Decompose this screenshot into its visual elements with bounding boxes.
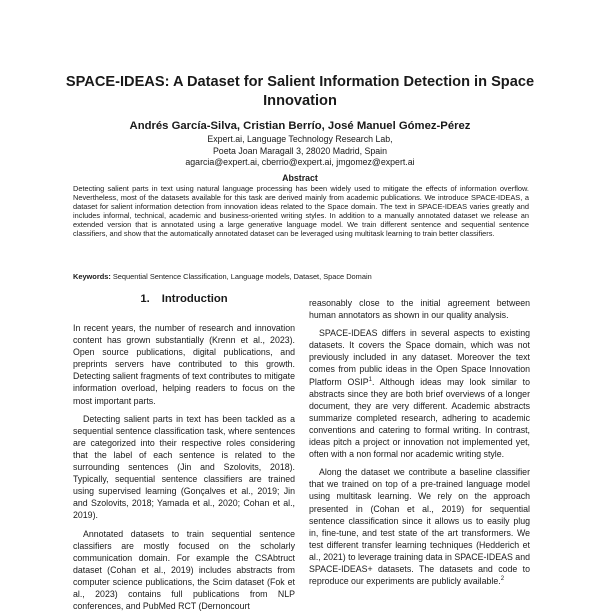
paper-title: SPACE-IDEAS: A Dataset for Salient Information Detection in Space Innovation (60, 73, 540, 111)
affiliation-line: Expert.ai, Language Technology Research Lab, (60, 134, 540, 146)
body-paragraph: Detecting salient parts in text has been tackled as a sequential sentence classification task, where sentences are categorized into their respective roles considering that the label of each sentence is related to the surrounding sentences (Jin and Szolovits, 2018). Typically, sequential sentence classifiers are trained using supervised learning (Gonçalves et al., 2019; Jin and Szolovits, 2018; Yamada et al., 2020; Cohan et al., 2019). (73, 413, 295, 522)
paragraph-text: . Although ideas may look similar to abstracts since they are both brief overviews of a longer document, they are very different. Academic abstracts summarize completed research, adhering to academic conventions and catering to formal writing. In contrast, ideas pitch a project or innovation not implemented yet, often with a non formal nor academic writing style. (309, 377, 530, 460)
section-heading (73, 292, 295, 306)
keywords-label: Keywords: (73, 272, 111, 281)
section-number: 1. (140, 293, 149, 305)
paragraph-text: Along the dataset we contribute a baseline classifier that we trained on top of a pre-trained language model using multitask learning. We rely on the approach presented in (Cohan et al., 2019) for sequential sentence classification since it allows us to easily plug in, fine-tune, and test state of the art transformers. We test different transfer learning techniques (Hedderich et al., 2021) to leverage training data in SPACE-IDEAS and SPACE-IDEAS+ datasets. The datasets and code to reproduce our experiments are publicly available. (309, 467, 530, 586)
footnote-marker: 2 (501, 576, 504, 582)
section-title: Introduction (162, 293, 228, 305)
body-paragraph (309, 327, 530, 460)
footnote-marker: 1 (369, 377, 372, 383)
author-list: Andrés García-Silva, Cristian Berrío, José Manuel Gómez-Pérez (60, 119, 540, 133)
left-column (73, 292, 295, 600)
right-column (309, 297, 530, 600)
author-emails: agarcia@expert.ai, cberrio@expert.ai, jmgomez@expert.ai (60, 157, 540, 169)
affiliation-block (60, 134, 540, 169)
body-paragraph: reasonably close to the initial agreement between human annotators as shown in our quality analysis. (309, 297, 530, 321)
paragraph-text: SPACE-IDEAS differs in several aspects to existing datasets. It covers the Space domain, which was not previously included in any dataset. Moreover the text comes from public ideas in the Open Space Innovation Platform OSIP (309, 328, 530, 386)
abstract-heading: Abstract (60, 173, 540, 184)
keywords-text: Sequential Sentence Classification, Language models, Dataset, Space Domain (113, 272, 372, 281)
keywords-line (73, 272, 529, 281)
affiliation-line: Poeta Joan Maragall 3, 28020 Madrid, Spain (60, 146, 540, 158)
body-paragraph: In recent years, the number of research and innovation content has grown substantially (Krenn et al., 2023). Open source publications, digital publications, and preprints servers have contributed to this growth. Detecting salient fragments of text contributes to mitigate information overload, helping readers to focus on the most important parts. (73, 322, 295, 407)
body-paragraph: Annotated datasets to train sequential sentence classifiers are mostly focused on the scholarly communication domain. For example the CSAbtruct dataset (Cohan et al., 2019) includes abstracts from computer science publications, the Scim dataset (Fok et al., 2023) contains full publications from NLP conferences, and PubMed RCT (Dernoncourt (73, 528, 295, 612)
body-paragraph (309, 466, 530, 587)
abstract-text: Detecting salient parts in text using natural language processing has been widely used to mitigate the effects of information overflow. Nevertheless, most of the datasets available for this task are derived mainly from academic publications. We introduce SPACE-IDEAS, a dataset for salient information detection from innovation ideas related to the Space domain. The text in SPACE-IDEAS varies greatly and includes informal, technical, academic and business-oriented writing styles. In addition to a manually annotated dataset we release an extended version that is annotated using a large generative language model. We train different sentence and sequential sentence classifiers, and show that the automatically annotated dataset can be leveraged using multitask learning to train better classifiers. (73, 185, 529, 238)
